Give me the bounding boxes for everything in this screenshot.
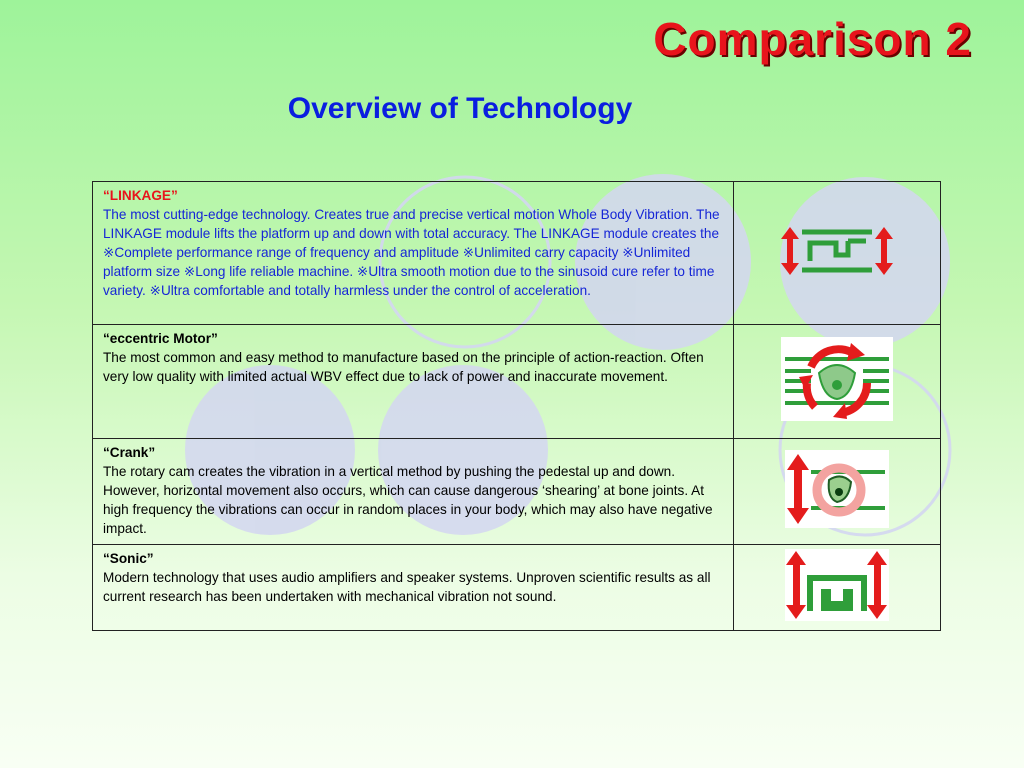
- linkage-icon: [778, 223, 896, 279]
- table-cell-icon: [734, 182, 941, 325]
- row-title: “eccentric Motor”: [103, 331, 218, 346]
- row-body: The most cutting-edge technology. Creates true and precise vertical motion Whole Body Vibration. The LINKAGE module lifts the platform up and down with total accuracy. The LINKAGE module creates the ※Complete performance range of frequency and amplitude ※Unlimited carry capacity ※Unlimited platform size ※Long life reliable machine. ※Ultra smooth motion due to the sinusoid cure refer to time variety. ※Ultra comfortable and totally harmless under the control of acceleration.: [103, 207, 720, 298]
- table-row: [93, 182, 941, 325]
- table-cell-description: [93, 439, 734, 545]
- table-cell-icon: [734, 545, 941, 631]
- row-title: “Crank”: [103, 445, 156, 460]
- table-cell-icon: [734, 325, 941, 439]
- table-row: [93, 439, 941, 545]
- table-cell-description: [93, 182, 734, 325]
- table-cell-icon: [734, 439, 941, 545]
- row-title: “LINKAGE”: [103, 188, 178, 203]
- table-cell-description: [93, 325, 734, 439]
- table-cell-description: [93, 545, 734, 631]
- row-body: Modern technology that uses audio amplifiers and speaker systems. Unproven scientific results as all current research has been undertaken with mechanical vibration not sound.: [103, 570, 711, 604]
- sonic-icon: [785, 549, 889, 621]
- row-body: The rotary cam creates the vibration in a vertical method by pushing the pedestal up and down. However, horizontal movement also occurs, which can cause dangerous ‘shearing’ at bone joints. At high frequency the vibrations can occur in random places in your body, which may also have negative impact.: [103, 464, 713, 536]
- row-body: The most common and easy method to manufacture based on the principle of action-reaction. Often very low quality with limited actual WBV effect due to lack of power and inaccurate movement.: [103, 350, 704, 384]
- table-row: [93, 325, 941, 439]
- row-title: “Sonic”: [103, 551, 154, 566]
- slide-title: Comparison 2: [653, 13, 972, 65]
- eccentric-motor-icon: [781, 337, 893, 421]
- crank-icon: [785, 450, 889, 528]
- table-row: [93, 545, 941, 631]
- technology-table: [92, 181, 941, 631]
- slide-subtitle: Overview of Technology: [287, 92, 633, 125]
